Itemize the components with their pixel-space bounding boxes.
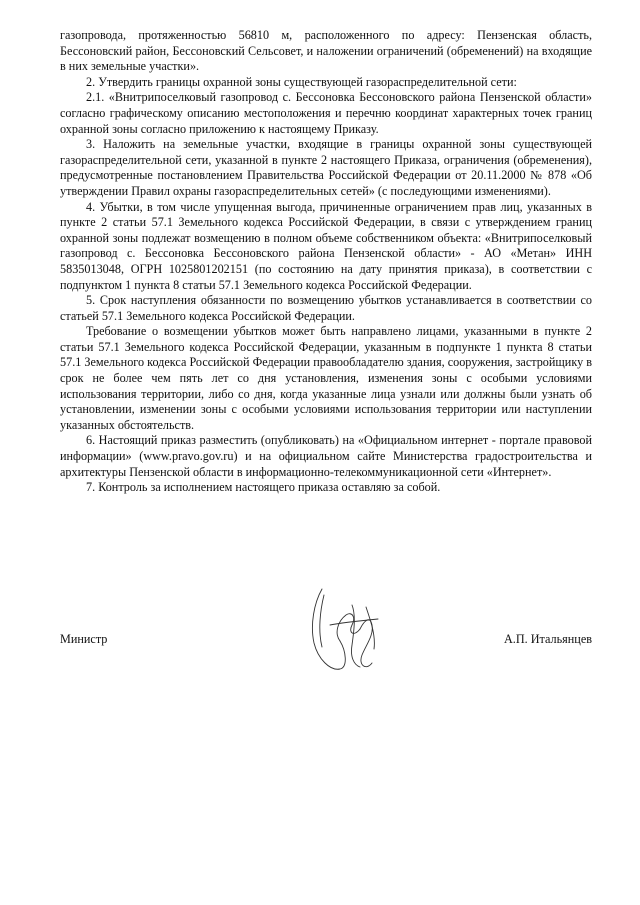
signer-position: Министр <box>60 632 108 646</box>
signer-name: А.П. Итальянцев <box>504 632 592 646</box>
paragraph-item-5: 5. Срок наступления обязанности по возмещению убытков устанавливается в соответствии со статьей 57.1 Земельного кодекса Российской Федерации. <box>60 293 592 323</box>
paragraph-item-7: 7. Контроль за исполнением настоящего приказа оставляю за собой. <box>86 480 441 495</box>
paragraph-item-2-1: 2.1. «Внитрипоселковый газопровод с. Бессоновка Бессоновского района Пензенской области» согласно графическому описанию местоположения и перечню координат характерных точек границ охранной зоны согласно приложению к настоящему Приказу. <box>60 90 592 136</box>
paragraph-damages-claim: Требование о возмещении убытков может быть направлено лицами, указанными в пункте 2 статьи 57.1 Земельного кодекса Российской Федерации, указанным в подпункте 1 пункта 8 статьи 57.1 Земельного кодекса Российской Федерации правообладателю здания, сооружения, застройщику в срок не более чем пять лет со дня установления, изменения зоны с особыми условиями использования территории, либо со дня, когда указанные лица узнали или должны были узнать об установлении, изменении зоны с особыми условиями использования территории или наступлении указанных обстоятельств. <box>60 324 592 432</box>
paragraph-item-3: 3. Наложить на земельные участки, входящие в границы охранной зоны существующей газораспределительной сети, указанной в пункте 2 настоящего Приказа, ограничения (обременения), предусмотренные постановлением Правительства Российской Федерации от 20.11.2000 № 878 «Об утверждении Правил охраны газораспределительных сетей» (с последующими изменениями). <box>60 137 592 198</box>
paragraph-continuation: газопровода, протяженностью 56810 м, расположенного по адресу: Пензенская область, Бессоновский район, Бессоновский Сельсовет, и наложении ограничений (обременений) на входящие в них земельные участки». <box>60 28 592 74</box>
paragraph-item-6: 6. Настоящий приказ разместить (опубликовать) на «Официальном интернет - портале правовой информации» (www.pravo.gov.ru) и на официальном сайте Министерства градостроительства и архитектуры Пензенской области в информационно-телекоммуникационной сети «Интернет». <box>60 433 592 479</box>
paragraph-item-2: 2. Утвердить границы охранной зоны существующей газораспределительной сети: <box>86 74 517 89</box>
handwritten-signature-icon <box>300 585 390 680</box>
paragraph-item-4: 4. Убытки, в том числе упущенная выгода, причиненные ограничением прав лиц, указанных в пункте 2 статьи 57.1 Земельного кодекса Российской Федерации, в связи с утверждением границ охранной зоны подлежат возмещению в полном объеме собственником объекта: «Внитрипоселковый газопровод с. Бессоновка Бессоновского района Пензенской области» - АО «Метан» ИНН 5835013048, ОГРН 1025801202151 (по состоянию на дату принятия приказа), в соответствии с подпунктом 1 пункта 8 статьи 57.1 Земельного кодекса Российской Федерации. <box>60 199 592 292</box>
document-body <box>60 28 592 496</box>
